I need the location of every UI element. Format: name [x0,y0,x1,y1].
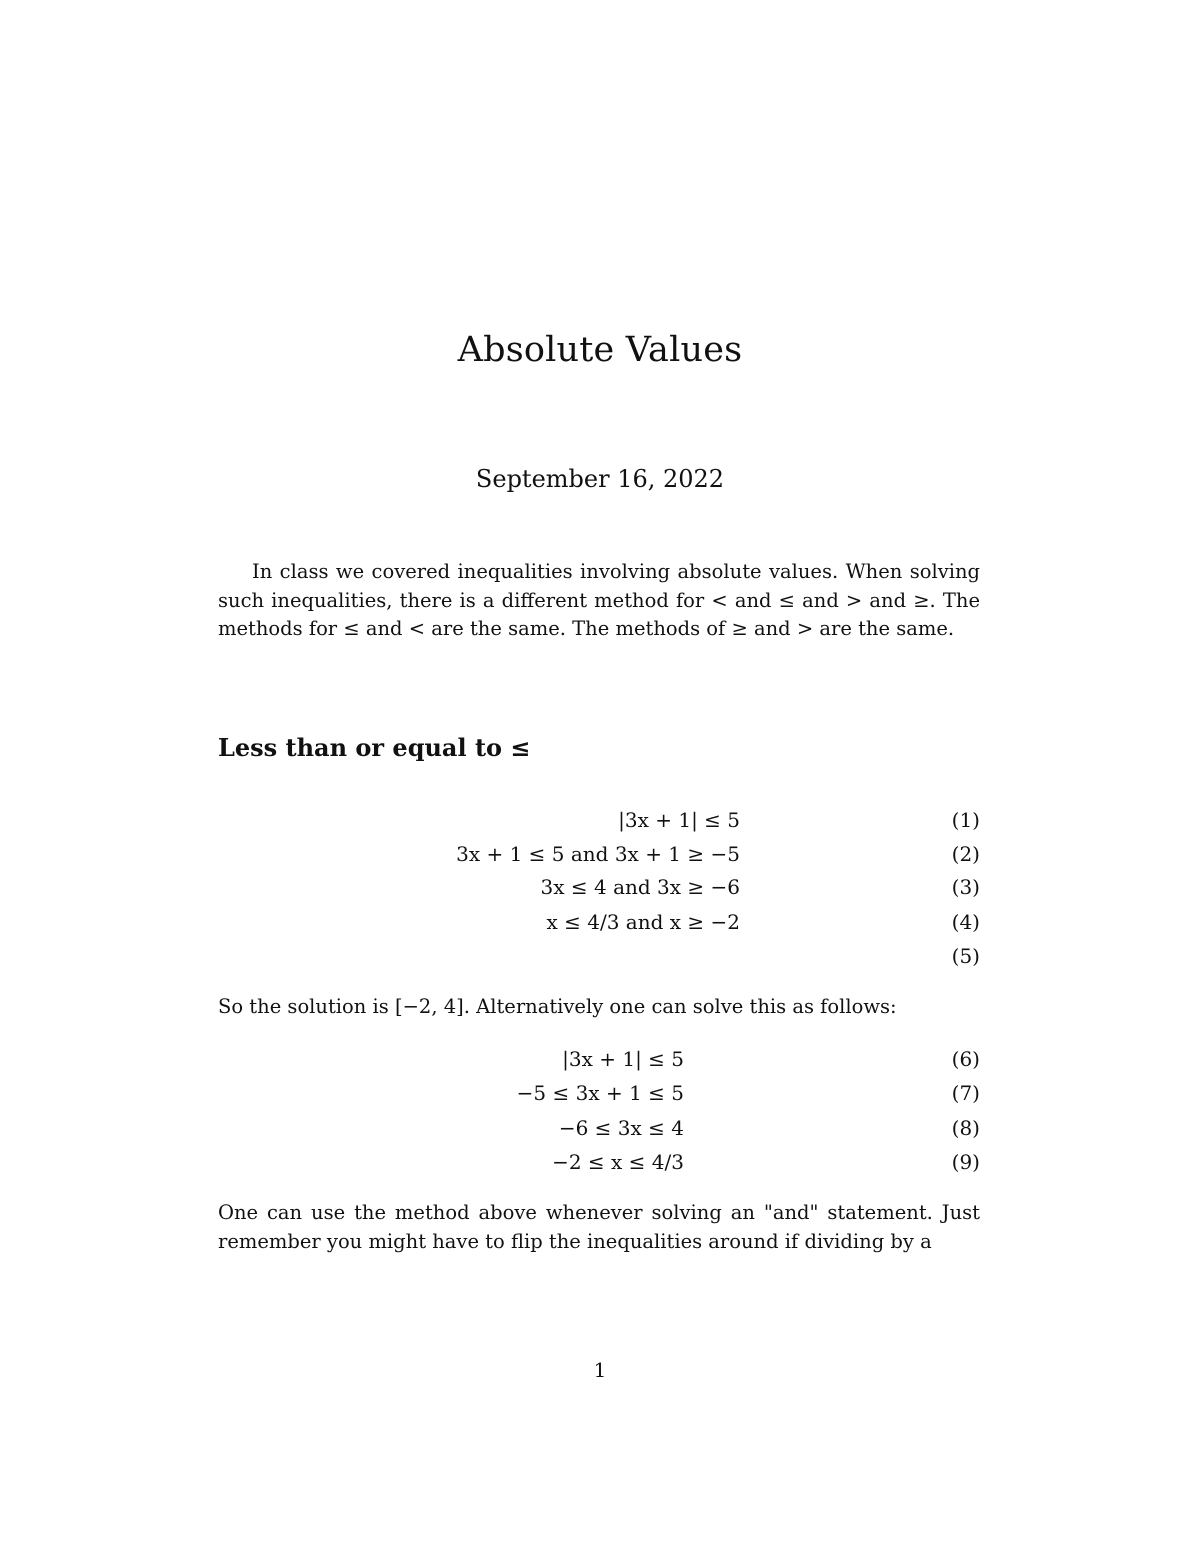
equation-number: (8) [951,1116,980,1140]
equation-expression: 3x + 1 ≤ 5 and 3x + 1 ≥ −5 [456,842,740,866]
page-number: 1 [593,1358,607,1382]
equation-number: (3) [951,875,980,899]
equation-row [218,871,980,903]
equation-number: (1) [951,808,980,832]
equation-row [218,838,980,870]
equation-number: (5) [951,944,980,968]
equation-number: (6) [951,1047,980,1071]
equation-expression: −5 ≤ 3x + 1 ≤ 5 [516,1081,684,1105]
equation-number: (4) [951,910,980,934]
equation-row [218,940,980,972]
equation-expression: |3x + 1| ≤ 5 [562,1047,684,1071]
equation-row [218,1043,980,1075]
intro-paragraph [218,558,980,644]
document-title: Absolute Values [457,330,743,370]
equation-row [218,1077,980,1109]
equation-row [218,1146,980,1178]
equation-row [218,804,980,836]
intro-text: In class we covered inequalities involving absolute values. When solving such inequalities, there is a different method for < and ≤ and > and ≥. The methods for ≤ and < are the same. The methods of ≥ and > are the same. [218,560,980,640]
equation-expression: |3x + 1| ≤ 5 [618,808,740,832]
equation-expression: −6 ≤ 3x ≤ 4 [558,1116,684,1140]
equation-number: (9) [951,1150,980,1174]
equation-expression: x ≤ 4/3 and x ≥ −2 [546,910,740,934]
solution-paragraph: So the solution is [−2, 4]. Alternatively one can solve this as follows: [218,995,897,1018]
equation-number: (2) [951,842,980,866]
equation-number: (7) [951,1081,980,1105]
section-heading: Less than or equal to ≤ [218,733,531,762]
equation-row [218,906,980,938]
document-date: September 16, 2022 [475,465,725,493]
equation-expression: 3x ≤ 4 and 3x ≥ −6 [540,875,740,899]
equation-row [218,1112,980,1144]
equation-expression: −2 ≤ x ≤ 4/3 [552,1150,684,1174]
closing-paragraph: One can use the method above whenever solving an "and" statement. Just remember you might have to flip the inequalities around if dividing by a [218,1201,980,1253]
